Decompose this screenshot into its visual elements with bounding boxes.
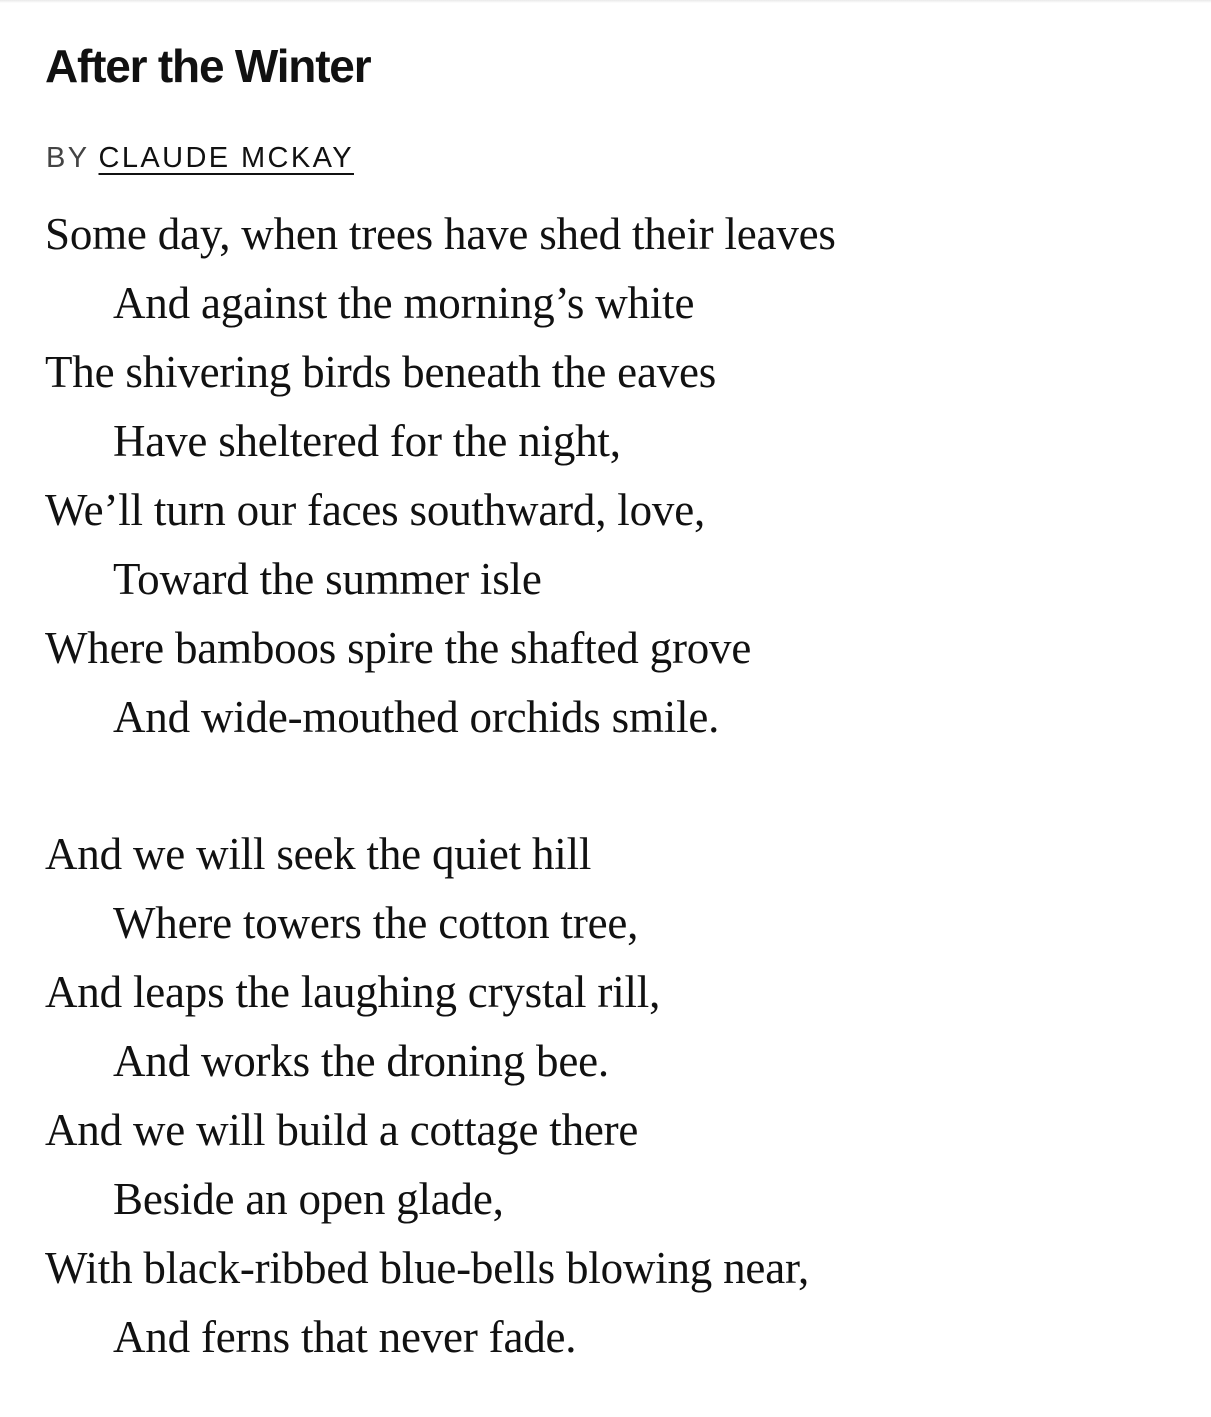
poem-line: With black-ribbed blue-bells blowing near,	[45, 1243, 810, 1293]
poem-line: Toward the summer isle	[113, 554, 542, 604]
poem-line: And leaps the laughing crystal rill,	[45, 967, 661, 1017]
stanza-1	[45, 200, 1185, 752]
poem-line: Some day, when trees have shed their leaves	[45, 209, 836, 259]
poem-line: And works the droning bee.	[113, 1036, 609, 1086]
byline	[46, 140, 354, 176]
poem-line: And we will build a cottage there	[45, 1105, 639, 1155]
stanza-2	[45, 820, 1185, 1372]
author-link[interactable]: CLAUDE MCKAY	[98, 142, 354, 174]
poem-line: Beside an open glade,	[113, 1174, 504, 1224]
byline-prefix: BY	[46, 142, 90, 174]
poem-line: Where bamboos spire the shafted grove	[45, 623, 752, 673]
poem-line: Where towers the cotton tree,	[113, 898, 639, 948]
poem-line: We’ll turn our faces southward, love,	[45, 485, 706, 535]
top-divider	[0, 0, 1211, 3]
poem-line: And ferns that never fade.	[113, 1312, 577, 1362]
poem-line: And we will seek the quiet hill	[45, 829, 592, 879]
poem-line: And wide-mouthed orchids smile.	[113, 692, 720, 742]
poem-title: After the Winter	[45, 40, 371, 92]
poem-line: The shivering birds beneath the eaves	[45, 347, 717, 397]
poem-line: Have sheltered for the night,	[113, 416, 621, 466]
poem-line: And against the morning’s white	[113, 278, 695, 328]
